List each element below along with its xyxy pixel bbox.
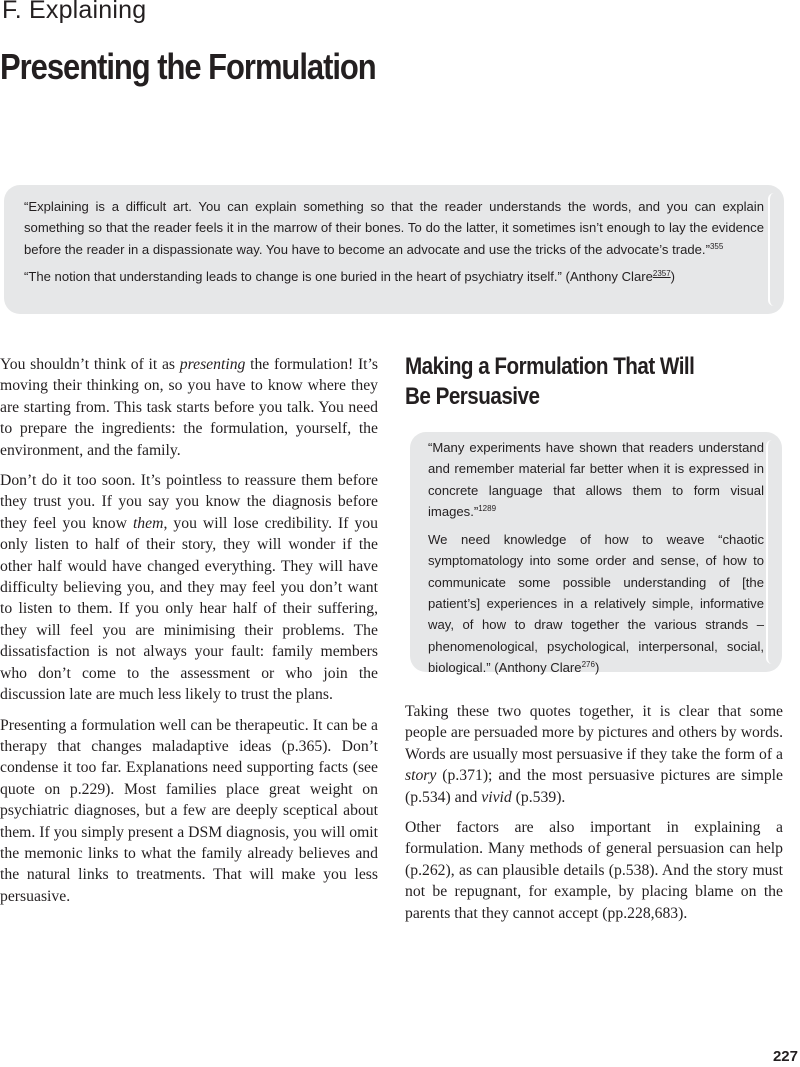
right-paragraph-2: Other factors are also important in explaining a formulation. Many methods of general persuasion can help (p.262), as can plausible details (p.538). And the story must not be repugnant, for example, by placing blame on the parents that they cannot accept (pp.228,683). — [405, 819, 783, 922]
right-p1-emphasis-1: story — [405, 767, 437, 785]
left-paragraph-1 — [0, 354, 378, 461]
top-quote-ref-1: 355 — [709, 241, 724, 251]
right-p1-text-a: Taking these two quotes together, it is clear that some people are persuaded more by pictures and others by words. Words are usually most persuasive if they take the form of a — [405, 703, 783, 763]
left-p2-text-a: Don’t do it too soon. It’s pointless to reassure them before they trust you. If you say you know the diagnosis before they feel you know — [0, 472, 378, 532]
side-quote-paragraph-1 — [428, 437, 764, 522]
left-p2-text-b: , you will lose credibility. If you only listen to half of their story, they will wonder if the other half would have changed everything. They will have difficulty believing you, and they may feel you don’t want to listen to them. If you only hear half of their suffering, they will feel you are minimising their problems. The dissatisfaction is not always your fault: family members who don’t come to the assessment or who join the discussion late are much less likely to trust the plans. — [0, 514, 378, 704]
right-paragraph-1 — [405, 701, 783, 808]
right-p1-text-b: (p.371); and the most persuasive pictures are simple (p.534) and — [405, 767, 783, 806]
top-quote-paragraph-1 — [24, 196, 764, 260]
right-column — [405, 701, 783, 933]
left-paragraph-2 — [0, 470, 378, 705]
page-title: Presenting the Formulation — [0, 46, 376, 87]
quote-box-edge — [768, 193, 780, 306]
page-number: 227 — [772, 1048, 798, 1065]
left-column — [0, 354, 378, 916]
left-p1-text-a: You shouldn’t think of it as — [0, 356, 180, 373]
top-quote-paragraph-2 — [24, 266, 764, 287]
side-quote-text-2: We need knowledge of how to weave “chaotic symptomatology into some order and sense, of how to communicate some possible understanding of [the patient’s] experiences in a relatively simple, informative way, of how to draw together the various strands – phenomenological, psychological, interpersonal, social, biological.” (Anthony Clare — [428, 532, 764, 675]
right-p1-emphasis-2: vivid — [481, 788, 512, 806]
top-quote-text-2: “The notion that understanding leads to change is one buried in the heart of psychiatry itself.” (Anthony Clare — [24, 268, 653, 284]
side-quote-paragraph-2 — [428, 529, 764, 678]
quote-box-edge — [766, 440, 778, 664]
side-quote-box — [410, 432, 782, 675]
right-p1-text-c: (p.539). — [511, 788, 566, 806]
top-quote-ref-link-2[interactable]: 2357 — [652, 268, 671, 278]
top-quote-end-2: ) — [670, 268, 676, 284]
top-quote-text-1: “Explaining is a difficult art. You can explain something so that the reader understands the words, and you can explain something so that the reader feels it in the marrow of their bones. To do the latter, it sometimes isn’t enough to lay the evidence before the reader in a dispassionate way. You have to become an advocate and use the tricks of the advocate’s trade.” — [24, 199, 764, 257]
section-label: F. Explaining — [2, 0, 147, 24]
top-quote-box — [4, 185, 784, 314]
left-p2-emphasis: them — [132, 514, 164, 532]
left-p1-emphasis: presenting — [179, 356, 246, 373]
side-quote-ref-2: 276 — [581, 659, 595, 669]
subheading: Making a Formulation That Will Be Persuasive — [405, 353, 695, 410]
side-quote-ref-1: 1289 — [478, 503, 497, 513]
side-quote-text-1: “Many experiments have shown that readers understand and remember material far better when it is expressed in concrete language that allows them to form visual images.” — [428, 440, 764, 519]
side-quote-end-2: ) — [594, 659, 600, 675]
left-p1-text-b: the formulation! It’s moving their thinking on, so you have to know where they are starting from. This task starts before you talk. You need to prepare the ingredients: the formulation, yourself, the environment, and the family. — [0, 356, 379, 459]
left-paragraph-3: Presenting a formulation well can be therapeutic. It can be a therapy that changes maladaptive ideas (p.365). Don’t condense it too far. Explanations need supporting facts (see quote on p.229). Most families place great weight on psychiatric diagnoses, but a few are deeply sceptical about them. If you simply present a DSM diagnosis, you will omit the memonic links to what the family already believes and the natural links to treatments. That will make you less persuasive. — [0, 716, 378, 905]
